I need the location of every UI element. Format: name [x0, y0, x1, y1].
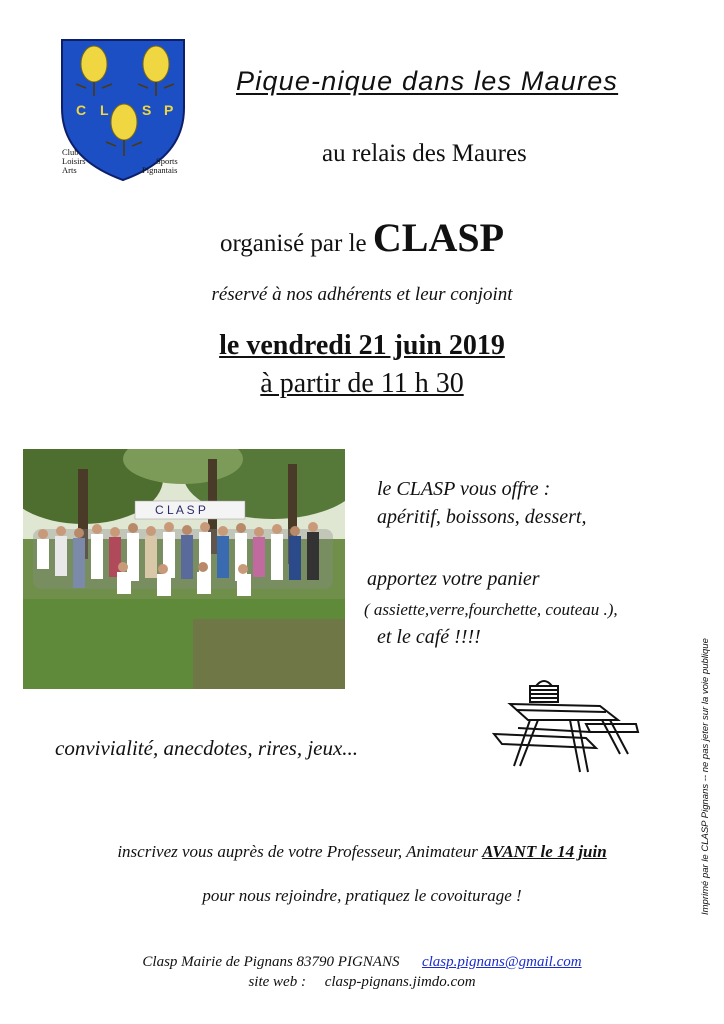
- offer-line-4: ( assiette,verre,fourchette, couteau .),: [364, 600, 618, 619]
- vertical-print-notice: Imprimé par le CLASP Pignans -- ne pas jeter sur la voie publique: [700, 638, 711, 915]
- footer-address: Clasp Mairie de Pignans 83790 PIGNANS: [142, 954, 400, 970]
- logo-letter-a: A: [120, 102, 131, 118]
- registration-text: inscrivez vous auprès de votre Professeur, Animateur: [117, 842, 478, 861]
- organised-by-line: [0, 214, 724, 261]
- photo-banner-text: C L A S P: [155, 503, 206, 517]
- offer-line-1: le CLASP vous offre :: [377, 478, 551, 500]
- footer-website[interactable]: clasp-pignans.jimdo.com: [324, 974, 476, 990]
- offer-line-2: apéritif, boissons, dessert,: [377, 506, 587, 528]
- offer-line-3: apportez votre panier: [367, 568, 540, 590]
- registration-line: [0, 842, 724, 862]
- logo-word-arts: Arts: [62, 165, 77, 175]
- event-time: à partir de 11 h 30: [260, 368, 464, 399]
- logo-word-loisirs: Loisirs: [62, 156, 86, 166]
- logo-letter-p: P: [164, 102, 174, 118]
- footer-website-line: [0, 974, 724, 991]
- event-subtitle: au relais des Maures: [322, 140, 527, 167]
- logo-word-sports: Sports: [156, 156, 178, 166]
- logo-letter-s: S: [142, 102, 152, 118]
- logo-letter-l: L: [100, 102, 109, 118]
- footer-website-label: site web :: [248, 974, 306, 990]
- footer-address-line: [0, 954, 724, 971]
- footer-email-link[interactable]: clasp.pignans@gmail.com: [421, 954, 582, 970]
- logo-word-pignantais: Pignantais: [142, 165, 178, 175]
- reserved-notice: réservé à nos adhérents et leur conjoint: [211, 284, 513, 305]
- logo-word-club: Club: [62, 147, 79, 157]
- org-name: CLASP: [372, 215, 505, 260]
- event-title: Pique-nique dans les Maures: [236, 66, 619, 96]
- picnic-table-icon: [490, 676, 640, 776]
- group-photo: [23, 449, 345, 689]
- registration-deadline: AVANT le 14 juin: [482, 842, 607, 861]
- offer-line-5: et le café !!!!: [377, 626, 481, 648]
- organised-by-text: organisé par le: [219, 230, 367, 257]
- clasp-logo: [58, 38, 190, 183]
- carpool-line: pour nous rejoindre, pratiquez le covoiturage !: [202, 886, 522, 905]
- group-photo-illustration: [23, 449, 345, 689]
- event-date: le vendredi 21 juin 2019: [219, 330, 505, 361]
- convivialite-line: convivialité, anecdotes, rires, jeux...: [55, 736, 359, 760]
- logo-letter-c: C: [76, 102, 87, 118]
